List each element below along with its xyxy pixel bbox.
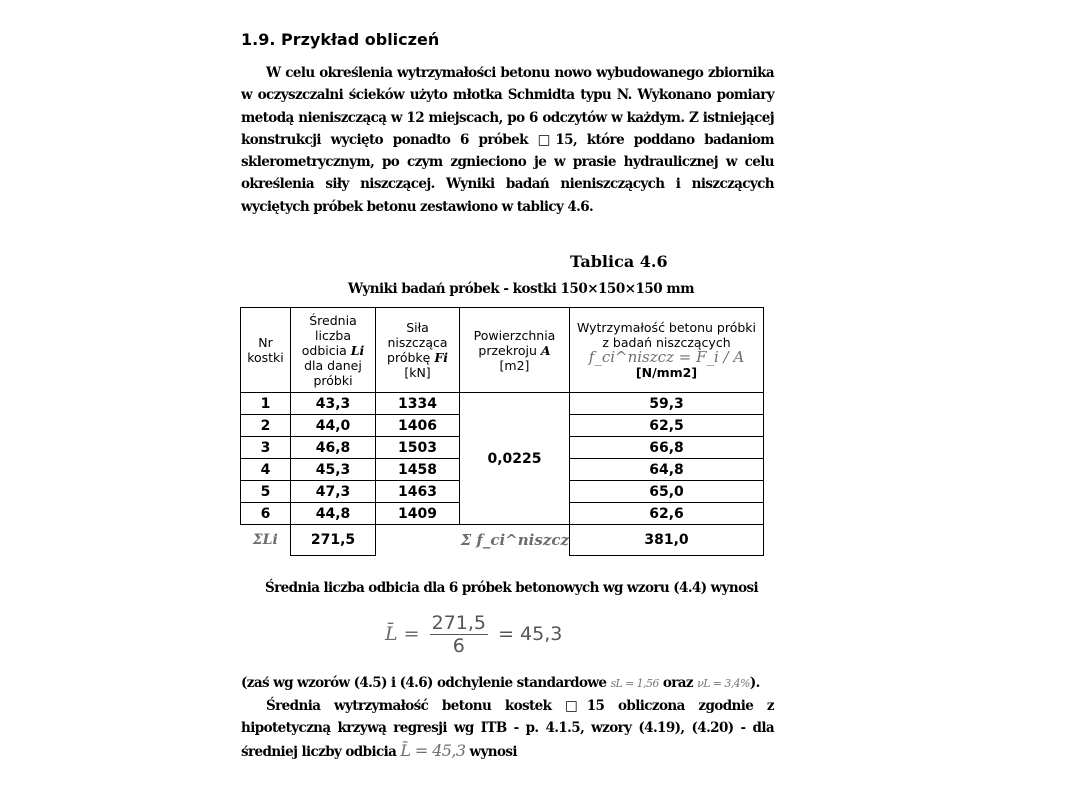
header-rebound: Średnia liczba odbicia Li dla danej próbki [291,308,376,393]
cell-sum-L: 271,5 [291,525,376,556]
cell-force: 1458 [376,459,460,481]
mean-sentence: Średnia liczba odbicia dla 6 próbek betonowych wg wzoru (4.4) wynosi [265,580,759,596]
cell-nr: 6 [241,503,291,525]
cell-force: 1409 [376,503,460,525]
cell-strength: 62,6 [570,503,764,525]
cell-rebound: 43,3 [291,393,376,415]
cell-rebound: 44,0 [291,415,376,437]
cell-area: 0,0225 [460,393,570,525]
strength-formula: f_ci^niszcz = F_i / A [588,348,745,366]
table-title: Tablica 4.6 [570,252,668,271]
mean-lhs: L̄ = [385,623,420,645]
symbol-Li: Li [350,342,365,358]
cell-strength: 64,8 [570,459,764,481]
cell-force: 1406 [376,415,460,437]
header-nr: Nr kostki [241,308,291,393]
header-strength: Wytrzymałość betonu próbki z badań niszczących f_ci^niszcz = F_i / A [N/mm2] [570,308,764,393]
intro-paragraph: W celu określenia wytrzymałości betonu nowo wybudowanego zbiornika w oczyszczalni ścieków użyto młotka Schmidta typu N. Wykonano pomiary metodą nieniszczącą w 12 miejscach, po 6 odczytów w każdym. Z istniejącej konstrukcji wycięto ponadto 6 próbek □15, które poddano badaniom sklerometrycznym, po czym zgnieciono je w prasie hydraulicznej w celu określenia siły niszczącej. Wyniki badań nieniszczących i niszczących wyciętych próbek betonu zestawiono w tablicy 4.6. [241,65,774,215]
cell-nr: 2 [241,415,291,437]
symbol-Fi: Fi [434,350,448,365]
table-sum-row [241,525,764,556]
section-heading: 1.9. Przykład obliczeń [241,30,440,49]
final-paragraph: Średnia wytrzymałość betonu kostek □15 obliczona zgodnie z hipotetyczną krzywą regresji wg ITB - p. 4.1.5, wzory (4.19), (4.20) - dla średniej liczby odbicia L̄ = 45,3 wynosi [241,698,774,760]
cell-nr: 3 [241,437,291,459]
cell-strength: 66,8 [570,437,764,459]
cell-strength: 65,0 [570,481,764,503]
cell-rebound: 47,3 [291,481,376,503]
table-subtitle: Wyniki badań próbek - kostki 150×150×150 mm [348,281,694,297]
header-force: Siła niszcząca próbkę Fi [kN] [376,308,460,393]
mean-numerator: 271,5 [431,612,487,634]
mean-denominator: 6 [452,635,465,657]
cell-force: 1334 [376,393,460,415]
results-table [240,307,764,556]
cell-nr: 5 [241,481,291,503]
final-formula: L̄ = 45,3 [400,740,466,760]
mean-result: = 45,3 [498,623,563,645]
sum-f-label: Σ f_ci^niszcz [460,531,569,549]
cell-strength: 62,5 [570,415,764,437]
sum-L-label: ΣLi [252,532,278,548]
cell-force: 1463 [376,481,460,503]
cell-strength: 59,3 [570,393,764,415]
cell-nr: 1 [241,393,291,415]
cell-rebound: 46,8 [291,437,376,459]
cell-force: 1503 [376,437,460,459]
cell-nr: 4 [241,459,291,481]
mean-formula [385,612,562,657]
table-row [241,393,764,415]
cell-rebound: 44,8 [291,503,376,525]
mean-fraction [430,612,488,657]
header-area: Powierzchnia przekroju A [m2] [460,308,570,393]
cv-value: νL = 3,4% [697,677,750,690]
table-header-row [241,308,764,393]
symbol-A: A [540,342,551,358]
std-sentence: (zaś wg wzorów (4.5) i (4.6) odchylenie standardowe sL = 1,56 oraz νL = 3,4%). [241,675,760,691]
std-value: sL = 1,56 [610,677,659,690]
cell-sum-f: 381,0 [570,525,764,556]
cell-rebound: 45,3 [291,459,376,481]
